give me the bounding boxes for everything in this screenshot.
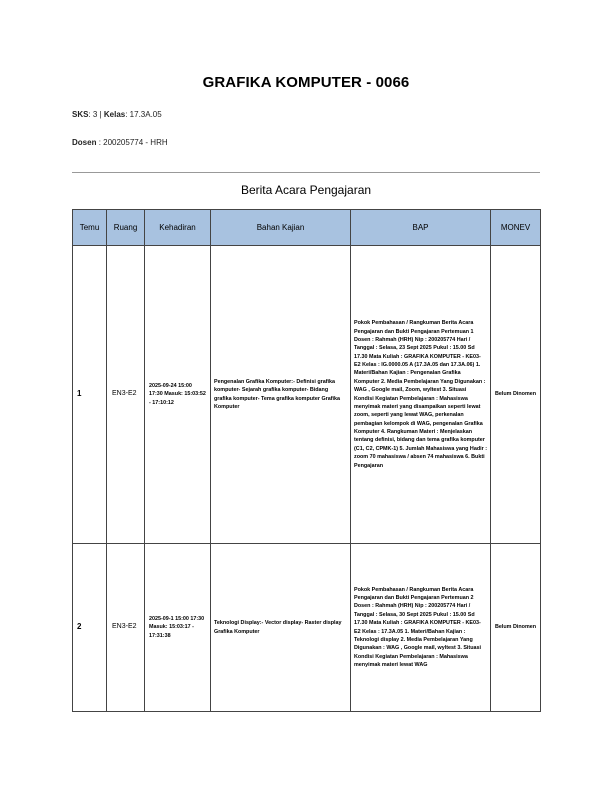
- kelas-label: Kelas: [103, 110, 126, 119]
- divider: [72, 172, 540, 173]
- bap-table: [72, 209, 541, 712]
- sks-value: : 3 |: [88, 110, 104, 119]
- col-header-bahan-kajian: Bahan Kajian: [211, 210, 351, 246]
- page-title: GRAFIKA KOMPUTER - 0066: [202, 74, 410, 91]
- table-header-row: [73, 210, 541, 246]
- cell-monev: Belum Dinomen: [491, 246, 541, 544]
- cell-ruang: EN3-E2: [107, 246, 145, 544]
- cell-temu: 2: [73, 544, 107, 712]
- dosen-value: : 200205774 - HRH: [98, 138, 168, 147]
- col-header-ruang: Ruang: [107, 210, 145, 246]
- cell-bap: Pokok Pembahasan / Rangkuman Berita Acara Pengajaran dan Bukti Pengajaran Pertemuan 1 Dosen : Rahmah (HRH) Nip : 200205774 Hari / Tanggal : Selasa, 23 Sept 2025 Pukul : 15.00 Sd 17.30 Mata Kuliah : GRAFIKA KOMPUTER - KE03-E2 Kelas : IG.0000.05 A (17.3A.05 dan 17.3A.06) 1. Materi/Bahan Kajian : Pengenalan Grafika Komputer 2. Media Pembelajaran Yang Digunakan : WAG , Google mail, Zoom, wyltest 3. Situasi Kondisi Kegiatan Pembelajaran : Mahasiswa menyimak materi yang disampaikan seperti lewat zoom, seperti yang lewat WAG, perkenalan pembagian kelompok di WAG, pengenalan Grafika Komputer 4. Rangkuman Materi : Menjelaskan tentang definisi, bidang dan tema grafika komputer (C1, C2, CPMK-1) 5. Jumlah Mahasiswa yang Hadir : zoom 70 mahasiswa / absen 74 mahasiswa 6. Bukti Pengajaran: [351, 246, 491, 544]
- sks-label: SKS: [72, 110, 89, 119]
- cell-bap: Pokok Pembahasan / Rangkuman Berita Acara Pengajaran dan Bukti Pengajaran Pertemuan 2 Dosen : Rahmah (HRH) Nip : 200205774 Hari / Tanggal : Selasa, 30 Sept 2025 Pukul : 15.00 Sd 17.30 Mata Kuliah : GRAFIKA KOMPUTER - KE03-E2 Kelas : 17.3A.05 1. Materi/Bahan Kajian : Teknologi display 2. Media Pembelajaran Yang Digunakan : WAG , Google mail, wyltest 3. Situasi Kondisi Kegiatan Pembelajaran : Mahasiswa menyimak materi lewat WAG: [351, 544, 491, 712]
- col-header-kehadiran: Kehadiran: [145, 210, 211, 246]
- col-header-monev: MONEV: [491, 210, 541, 246]
- cell-kehadiran: 2025-09-24 15:00 17:30 Masuk: 15:03:52 - 17:10:12: [145, 246, 211, 544]
- table-row: [73, 246, 541, 544]
- table-row: [73, 544, 541, 712]
- dosen-line: [72, 138, 168, 147]
- cell-monev: Belum Dinomen: [491, 544, 541, 712]
- cell-kehadiran: 2025-09-1 15:00 17:30 Masuk: 15:03:17 - 17:31:38: [145, 544, 211, 712]
- cell-bahan-kajian: Pengenalan Grafika Komputer:- Definisi grafika komputer- Sejarah grafika komputer- Bidang grafika komputer- Tema grafika komputer Grafika Komputer: [211, 246, 351, 544]
- kelas-value: : 17.3A.05: [125, 110, 162, 119]
- section-title: Berita Acara Pengajaran: [240, 183, 372, 197]
- col-header-bap: BAP: [351, 210, 491, 246]
- cell-bahan-kajian: Teknologi Display:- Vector display- Raster display Grafika Komputer: [211, 544, 351, 712]
- sks-kelas-line: [72, 110, 162, 119]
- cell-ruang: EN3-E2: [107, 544, 145, 712]
- dosen-label: Dosen: [72, 138, 97, 147]
- col-header-temu: Temu: [73, 210, 107, 246]
- cell-temu: 1: [73, 246, 107, 544]
